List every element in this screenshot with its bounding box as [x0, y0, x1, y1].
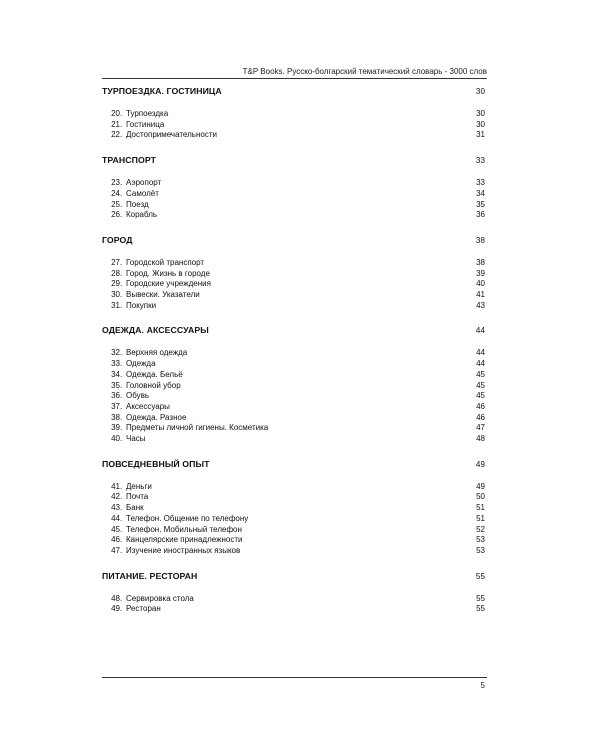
entry-number: 42	[111, 492, 120, 502]
entry-title: Городские учреждения	[126, 279, 211, 289]
entry-title: Корабль	[126, 210, 158, 220]
section-title: ГОРОД	[102, 234, 133, 245]
entry-title: Телефон. Общение по телефону	[126, 513, 249, 523]
entry-number-dot: .	[120, 434, 123, 444]
entry-number: 45	[111, 524, 120, 534]
toc-entry[interactable]	[102, 120, 485, 131]
toc-entry[interactable]	[102, 423, 485, 434]
section-title: ТУРПОЕЗДКА. ГОСТИНИЦА	[102, 86, 222, 96]
entry-title: Сервировка стола	[126, 593, 194, 603]
entry-title: Почта	[126, 492, 149, 502]
toc-entry[interactable]	[102, 391, 485, 402]
entry-number: 46	[111, 535, 120, 545]
entry-number-dot: .	[120, 369, 123, 379]
entry-page-number: 30	[476, 119, 485, 129]
entry-number: 20	[111, 109, 120, 118]
toc-entry[interactable]	[102, 258, 485, 269]
section-page-number: 33	[475, 156, 485, 166]
entry-number-dot: .	[120, 391, 123, 401]
entry-number: 27	[111, 257, 120, 267]
entry-page-number: 55	[476, 604, 485, 614]
entry-title: Вывески. Указатели	[126, 290, 200, 300]
toc-section	[102, 459, 485, 557]
entry-number-dot: .	[120, 481, 123, 491]
entry-number-dot: .	[120, 359, 123, 369]
entry-number-dot: .	[120, 513, 123, 523]
entry-number-dot: .	[120, 268, 123, 278]
toc-section	[102, 155, 485, 221]
entry-page-number: 46	[476, 401, 485, 411]
section-heading[interactable]	[102, 235, 485, 245]
entry-number: 40	[111, 434, 120, 444]
entry-title: Городской транспорт	[126, 257, 205, 267]
entry-page-number: 43	[476, 300, 485, 310]
toc-entry[interactable]	[102, 189, 485, 200]
entry-page-number: 45	[476, 380, 485, 390]
entry-number-dot: .	[120, 348, 123, 358]
section-heading[interactable]	[102, 86, 485, 96]
entry-page-number: 39	[476, 268, 485, 278]
page-number: 5	[480, 681, 485, 690]
entry-number: 29	[111, 279, 120, 289]
toc-entry[interactable]	[102, 492, 485, 503]
entry-page-number: 47	[476, 423, 485, 433]
header-rule	[102, 78, 487, 79]
entry-title: Аксессуары	[126, 401, 170, 411]
toc-entry[interactable]	[102, 604, 485, 615]
entry-number-dot: .	[120, 178, 123, 188]
toc-entry[interactable]	[102, 370, 485, 381]
entry-number: 30	[111, 290, 120, 300]
entry-number: 22	[111, 130, 120, 140]
entry-number: 43	[111, 503, 120, 513]
entry-number-dot: .	[120, 119, 123, 129]
section-title: ТРАНСПОРТ	[102, 155, 157, 166]
entry-number: 23	[111, 178, 120, 188]
entry-title: Предметы личной гигиены. Косметика	[126, 423, 269, 433]
toc-entry[interactable]	[102, 535, 485, 546]
section-heading[interactable]	[102, 571, 485, 581]
entry-number-dot: .	[120, 290, 123, 300]
entry-number-dot: .	[120, 535, 123, 545]
entry-title: Аэропорт	[126, 178, 162, 188]
entry-number-dot: .	[120, 423, 123, 433]
toc-entry[interactable]	[102, 210, 485, 221]
entry-title: Обувь	[126, 391, 150, 401]
entry-page-number: 40	[476, 279, 485, 289]
toc-entry[interactable]	[102, 301, 485, 312]
entry-number: 21	[111, 119, 120, 129]
entry-page-number: 34	[476, 188, 485, 198]
toc-entry[interactable]	[102, 290, 485, 301]
entry-page-number: 30	[476, 109, 485, 118]
entry-page-number: 38	[476, 257, 485, 267]
entry-title: Самолёт	[126, 188, 159, 198]
entry-number-dot: .	[120, 279, 123, 289]
toc-entry[interactable]	[102, 503, 485, 514]
entry-number: 36	[111, 391, 120, 401]
entry-number: 31	[111, 300, 120, 310]
entry-number-dot: .	[120, 492, 123, 502]
section-heading[interactable]	[102, 155, 485, 165]
entry-number-dot: .	[120, 604, 123, 614]
entry-page-number: 52	[476, 524, 485, 534]
entry-page-number: 45	[476, 369, 485, 379]
toc-entry[interactable]	[102, 482, 485, 493]
entry-title: Покупки	[126, 300, 157, 310]
section-title: ПОВСЕДНЕВНЫЙ ОПЫТ	[102, 458, 210, 469]
entry-number: 34	[111, 369, 120, 379]
toc-entry[interactable]	[102, 109, 485, 120]
entry-title: Ресторан	[126, 604, 161, 614]
toc-section	[102, 235, 485, 312]
entry-number-dot: .	[120, 300, 123, 310]
entry-page-number: 50	[476, 492, 485, 502]
entry-page-number: 53	[476, 535, 485, 545]
toc-entry[interactable]	[102, 348, 485, 359]
toc-entry[interactable]	[102, 525, 485, 536]
toc-entry[interactable]	[102, 359, 485, 370]
toc-entry[interactable]	[102, 200, 485, 211]
entry-number: 47	[111, 545, 120, 555]
toc-entry[interactable]	[102, 279, 485, 290]
entry-title: Головной убор	[126, 380, 181, 390]
running-header: T&P Books. Русско-болгарский тематический словарь - 3000 слов	[242, 67, 487, 76]
entry-number: 49	[111, 604, 120, 614]
toc-section	[102, 325, 485, 444]
entry-number: 38	[111, 412, 120, 422]
entry-page-number: 46	[476, 412, 485, 422]
entry-number: 25	[111, 199, 120, 209]
entry-number-dot: .	[120, 380, 123, 390]
section-page-number: 55	[475, 571, 485, 581]
section-heading[interactable]	[102, 325, 485, 335]
entry-number: 37	[111, 401, 120, 411]
entry-number-dot: .	[120, 199, 123, 209]
entry-number: 32	[111, 348, 120, 358]
entry-title: Поезд	[126, 199, 149, 209]
entry-title: Город. Жизнь в городе	[126, 268, 210, 278]
entry-number-dot: .	[120, 130, 123, 140]
entry-title: Телефон. Мобильный телефон	[126, 524, 242, 534]
entry-page-number: 35	[476, 199, 485, 209]
entry-page-number: 41	[476, 290, 485, 300]
section-title: ПИТАНИЕ. РЕСТОРАН	[102, 570, 198, 581]
toc-entry[interactable]	[102, 130, 485, 141]
entry-number-dot: .	[120, 401, 123, 411]
entry-page-number: 44	[476, 359, 485, 369]
entry-number-dot: .	[120, 257, 123, 267]
entry-title: Одежда. Бельё	[126, 369, 183, 379]
entry-number-dot: .	[120, 188, 123, 198]
toc-entry[interactable]	[102, 402, 485, 413]
entry-title: Банк	[126, 503, 144, 513]
entry-number: 33	[111, 359, 120, 369]
entry-page-number: 44	[476, 348, 485, 358]
toc-entry[interactable]	[102, 413, 485, 424]
entry-number-dot: .	[120, 545, 123, 555]
toc-section	[102, 571, 485, 615]
entry-page-number: 55	[476, 593, 485, 603]
entry-page-number: 33	[476, 178, 485, 188]
section-heading[interactable]	[102, 459, 485, 469]
entry-number: 35	[111, 380, 120, 390]
entry-title: Гостиница	[126, 119, 165, 129]
entry-page-number: 51	[476, 513, 485, 523]
entry-title: Достопримечательности	[126, 130, 217, 140]
toc-entry[interactable]	[102, 381, 485, 392]
section-page-number: 44	[475, 326, 485, 336]
toc-entry[interactable]	[102, 594, 485, 605]
entry-page-number: 36	[476, 210, 485, 220]
section-page-number: 38	[475, 235, 485, 245]
toc-section	[102, 86, 485, 141]
section-page-number: 49	[475, 459, 485, 469]
entry-page-number: 48	[476, 434, 485, 444]
entry-number: 44	[111, 513, 120, 523]
section-title: ОДЕЖДА. АКСЕССУАРЫ	[102, 325, 209, 336]
entry-page-number: 31	[476, 130, 485, 140]
entry-number-dot: .	[120, 503, 123, 513]
footer-rule	[102, 677, 487, 678]
entry-number: 48	[111, 593, 120, 603]
entry-number-dot: .	[120, 593, 123, 603]
entry-page-number: 53	[476, 545, 485, 555]
entry-title: Канцелярские принадлежности	[126, 535, 243, 545]
entry-title: Изучение иностранных языков	[126, 545, 241, 555]
toc-entry[interactable]	[102, 514, 485, 525]
toc-entry[interactable]	[102, 434, 485, 445]
entry-number: 39	[111, 423, 120, 433]
entry-page-number: 51	[476, 503, 485, 513]
entry-number: 26	[111, 210, 120, 220]
entry-title: Одежда. Разное	[126, 412, 187, 422]
entry-title: Часы	[126, 434, 146, 444]
section-page-number: 30	[475, 87, 485, 96]
table-of-contents	[102, 86, 485, 629]
entry-number-dot: .	[120, 524, 123, 534]
entry-number-dot: .	[120, 210, 123, 220]
entry-number-dot: .	[120, 412, 123, 422]
toc-entry[interactable]	[102, 178, 485, 189]
entry-number: 28	[111, 268, 120, 278]
entry-page-number: 49	[476, 481, 485, 491]
entry-title: Деньги	[126, 481, 152, 491]
entry-page-number: 45	[476, 391, 485, 401]
toc-entry[interactable]	[102, 269, 485, 280]
entry-number-dot: .	[120, 109, 123, 118]
entry-number: 41	[111, 481, 120, 491]
entry-title: Одежда	[126, 359, 156, 369]
entry-title: Турпоездка	[126, 109, 169, 118]
entry-number: 24	[111, 188, 120, 198]
toc-entry[interactable]	[102, 546, 485, 557]
entry-title: Верхняя одежда	[126, 348, 188, 358]
